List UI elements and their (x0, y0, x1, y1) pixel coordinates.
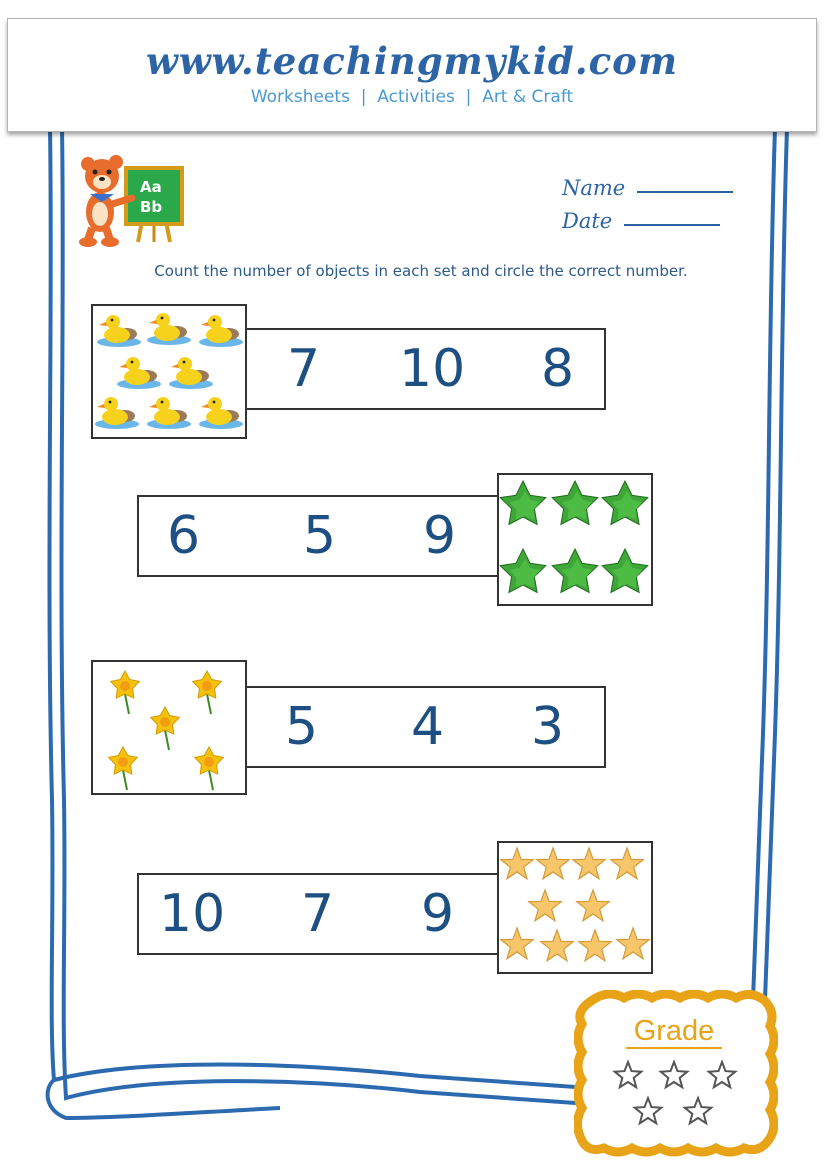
starfish-icon (573, 848, 605, 879)
date-label: Date (562, 209, 613, 233)
grass-tuft-icon (602, 481, 648, 524)
bear-mascot-icon (76, 150, 188, 250)
duck-icons (93, 306, 245, 437)
nav-worksheets[interactable]: Worksheets (250, 87, 350, 107)
option-3-1[interactable]: 5 (285, 697, 319, 757)
option-1-1[interactable]: 7 (287, 339, 321, 399)
nav-activities[interactable]: Activities (377, 87, 455, 107)
question-2-options (137, 495, 499, 577)
instructions: Count the number of objects in each set and circle the correct number. (154, 262, 688, 280)
daffodil-icons (93, 662, 245, 793)
site-title[interactable]: www.teachingmykid.com (145, 39, 679, 83)
question-4-options (137, 873, 499, 955)
grass-tuft-icon (500, 481, 546, 524)
site-header (7, 18, 817, 132)
site-nav: Worksheets | Activities | Art & Craft (250, 87, 574, 107)
option-1-2[interactable]: 10 (399, 339, 466, 399)
starfish-icon (579, 930, 611, 961)
nav-art-craft[interactable]: Art & Craft (482, 87, 574, 107)
duck-icon (147, 313, 191, 345)
easel-icon (126, 168, 182, 242)
daffodil-icon (195, 747, 224, 790)
duck-icon (117, 357, 161, 389)
duck-icon (199, 397, 243, 429)
option-3-3[interactable]: 3 (531, 697, 565, 757)
starfish-icons (499, 843, 651, 972)
grass-tuft-icon (602, 549, 648, 592)
question-4-picture (497, 841, 653, 974)
starfish-icon (611, 848, 643, 879)
starfish-icon (501, 928, 533, 959)
grade-label: Grade (633, 1015, 715, 1047)
board-text-aa: Aa (140, 178, 162, 196)
name-label: Name (562, 176, 626, 200)
question-1-picture (91, 304, 247, 439)
duck-icon (97, 315, 141, 347)
grass-tuft-icon (500, 549, 546, 592)
option-4-1[interactable]: 10 (159, 884, 226, 944)
duck-icon (147, 397, 191, 429)
option-4-3[interactable]: 9 (421, 884, 455, 944)
starfish-icon (577, 890, 609, 921)
duck-icon (199, 315, 243, 347)
name-date-fields (562, 172, 733, 238)
date-field[interactable] (624, 224, 720, 226)
option-3-2[interactable]: 4 (411, 697, 445, 757)
duck-icon (95, 397, 139, 429)
starfish-icon (501, 848, 533, 879)
daffodil-icon (109, 747, 138, 790)
option-2-2[interactable]: 5 (303, 506, 337, 566)
grade-badge (574, 990, 778, 1158)
starfish-icon (529, 890, 561, 921)
duck-icon (169, 357, 213, 389)
option-4-2[interactable]: 7 (301, 884, 335, 944)
grass-tuft-icon (552, 549, 598, 592)
starfish-icon (541, 930, 573, 961)
grass-tuft-icons (499, 475, 651, 604)
question-1-options (245, 328, 606, 410)
option-2-3[interactable]: 9 (423, 506, 457, 566)
question-2-picture (497, 473, 653, 606)
starfish-icon (537, 848, 569, 879)
daffodil-icon (111, 671, 140, 714)
option-2-1[interactable]: 6 (167, 506, 201, 566)
daffodil-icon (151, 707, 180, 750)
option-1-3[interactable]: 8 (541, 339, 575, 399)
grass-tuft-icon (552, 481, 598, 524)
name-field[interactable] (637, 191, 733, 193)
question-3-picture (91, 660, 247, 795)
starfish-icon (617, 928, 649, 959)
question-3-options (245, 686, 606, 768)
daffodil-icon (193, 671, 222, 714)
board-text-bb: Bb (140, 198, 163, 216)
